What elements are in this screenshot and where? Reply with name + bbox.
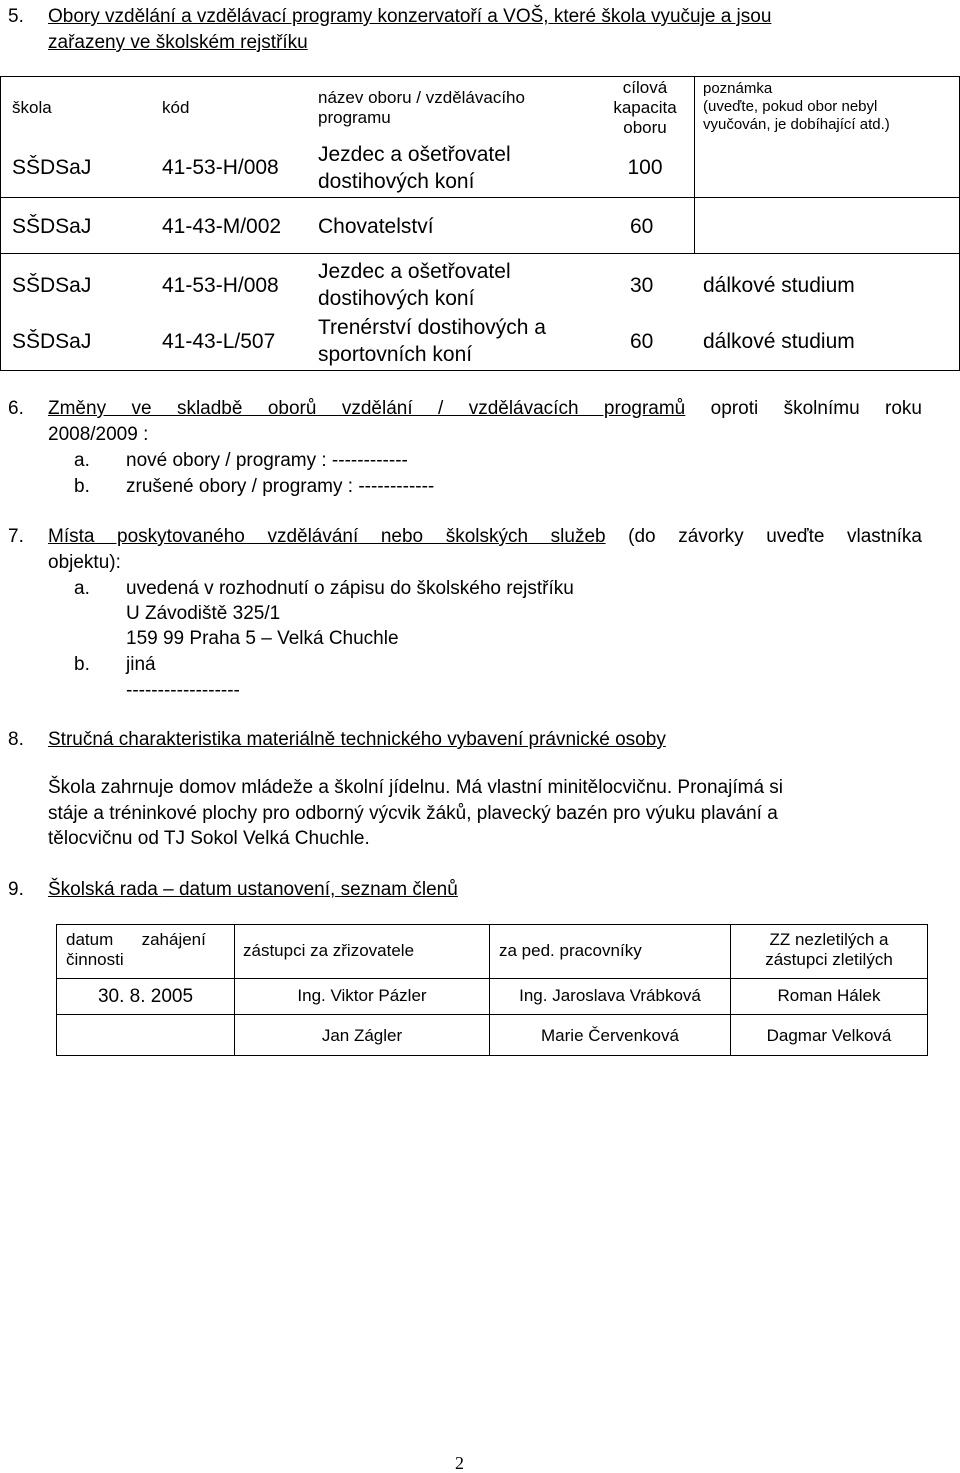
header-ped: za ped. pracovníky xyxy=(499,941,642,960)
header-skola: škola xyxy=(12,98,52,117)
header-zrizovatel: zástupci za zřizovatele xyxy=(243,941,415,960)
section-8-paragraph-line3: tělocvičnu od TJ Sokol Velká Chuchle. xyxy=(48,828,370,849)
section-5-title-line2: zařazeny ve školském rejstříku xyxy=(48,32,308,53)
header-kapacita: cílová kapacita oboru xyxy=(613,78,677,137)
section-7-title: Místa poskytovaného vzdělávání nebo školských služeb (do závorky uveďte vlastníka xyxy=(48,526,922,547)
section-8-title: Stručná charakteristika materiálně technického vybavení právnické osoby xyxy=(48,729,666,750)
section-8-paragraph-line2: stáje a tréninkové plochy pro odborný výcvik žáků, plavecký bazén pro výuku plavání a xyxy=(48,803,778,824)
section-5-title-line1: Obory vzdělání a vzdělávací programy konzervatoří a VOŠ, které škola vyučuje a jsou xyxy=(48,6,772,27)
section-8-paragraph-line1: Škola zahrnuje domov mládeže a školní jídelnu. Má vlastní minitělocvičnu. Pronajímá si xyxy=(48,777,784,798)
section-6-number: 6. xyxy=(8,398,24,419)
header-datum: datum zahájení činnosti xyxy=(66,930,206,969)
section-5-number: 5. xyxy=(8,6,24,27)
header-nazev: název oboru / vzdělávacího programu xyxy=(318,88,525,127)
section-6-title: Změny ve skladbě oborů vzdělání / vzdělávacích programů oproti školnímu roku xyxy=(48,398,922,419)
section-8-number: 8. xyxy=(8,729,24,750)
page-number: 2 xyxy=(455,1453,464,1473)
section-9-number: 9. xyxy=(8,879,24,900)
header-poznamka: poznámka (uveďte, pokud obor nebyl vyučován, je dobíhající atd.) xyxy=(703,80,890,133)
section-9-title: Školská rada – datum ustanovení, seznam členů xyxy=(48,879,458,900)
header-zz: ZZ nezletilých a zástupci zletilých xyxy=(765,930,893,969)
header-kod: kód xyxy=(162,98,190,117)
section-7-number: 7. xyxy=(8,526,24,547)
